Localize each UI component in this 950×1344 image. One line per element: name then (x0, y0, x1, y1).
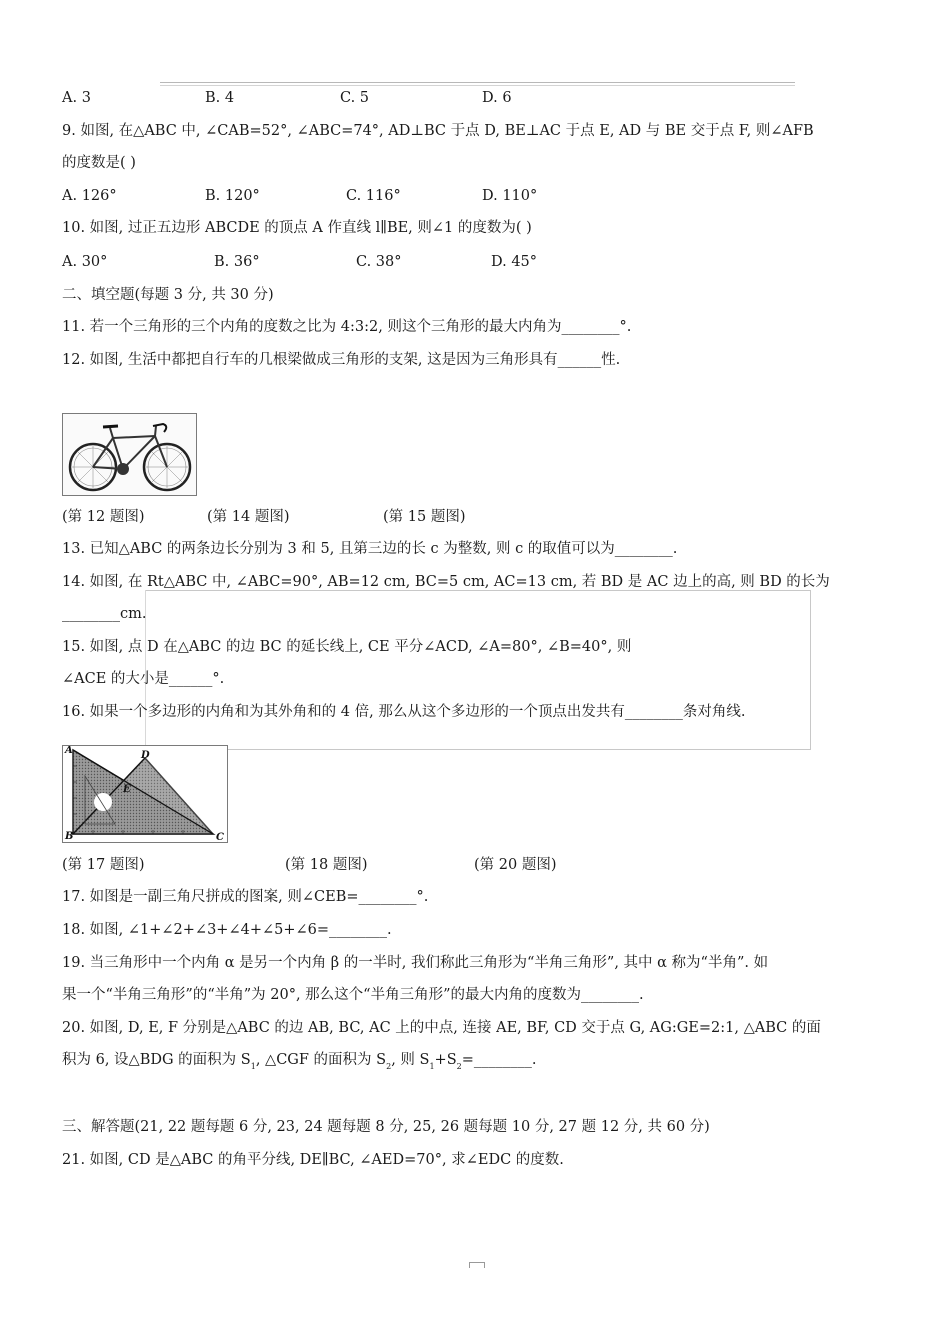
q9-option-b: B. 120° (205, 188, 260, 204)
q11: 11. 若一个三角形的三个内角的度数之比为 4:3:2, 则这个三角形的最大内角为________°. (62, 319, 632, 335)
caption-fig17: (第 17 题图) (62, 857, 145, 873)
q10-option-c: C. 38° (356, 254, 402, 270)
bicycle-drawing (63, 414, 196, 495)
q16: 16. 如果一个多边形的内角和为其外角和的 4 倍, 那么从这个多边形的一个顶点出发共有________条对角线. (62, 704, 746, 720)
fig17-label-b: B (65, 831, 74, 842)
q13: 13. 已知△ABC 的两条边长分别为 3 和 5, 且第三边的长 c 为整数, 则 c 的取值可以为________. (62, 541, 678, 557)
caption-fig20: (第 20 题图) (474, 857, 557, 873)
q8-option-b: B. 4 (205, 90, 235, 106)
q8-option-a: A. 3 (62, 90, 91, 106)
caption-fig14: (第 14 题图) (207, 509, 290, 525)
section2-heading: 二、填空题(每题 3 分, 共 30 分) (62, 287, 274, 303)
q10-option-a: A. 30° (62, 254, 108, 270)
fig17-label-e: E (123, 784, 131, 795)
q12: 12. 如图, 生活中都把自行车的几根梁做成三角形的支架, 这是因为三角形具有______性. (62, 352, 621, 368)
q18: 18. 如图, ∠1+∠2+∠3+∠4+∠5+∠6=________. (62, 922, 392, 938)
q9-option-c: C. 116° (346, 188, 401, 204)
fig17-label-c: C (216, 832, 224, 842)
q21: 21. 如图, CD 是△ABC 的角平分线, DE∥BC, ∠AED=70°, 求∠EDC 的度数. (62, 1152, 564, 1168)
q8-option-d: D. 6 (482, 90, 512, 106)
q10-line1: 10. 如图, 过正五边形 ABCDE 的顶点 A 作直线 l∥BE, 则∠1 的度数为( ) (62, 220, 532, 236)
set-square-drawing (63, 746, 227, 842)
q8-option-c: C. 5 (340, 90, 370, 106)
q9-option-a: A. 126° (62, 188, 117, 204)
q20-line2: 积为 6, 设△BDG 的面积为 $S_1$, △CGF 的面积为 $S_2$, 则 $S_1+S_2=\_\_\_\_\_\_\_\_$. (62, 1052, 537, 1071)
fig17-label-d: D (141, 750, 150, 761)
q20-line1: 20. 如图, D, E, F 分别是△ABC 的边 AB, BC, AC 上的中点, 连接 AE, BF, CD 交于点 G, AG:GE=2:1, △ABC 的面 (62, 1020, 821, 1036)
set-square-figure (62, 745, 228, 843)
q19-line1: 19. 当三角形中一个内角 α 是另一个内角 β 的一半时, 我们称此三角形为“半角三角形”, 其中 α 称为“半角”. 如 (62, 955, 769, 971)
fig17-label-a: A (65, 746, 73, 756)
faint-frame (145, 590, 811, 750)
q15-line1: 15. 如图, 点 D 在△ABC 的边 BC 的延长线上, CE 平分∠ACD, ∠A=80°, ∠B=40°, 则 (62, 639, 632, 655)
q19-line2: 果一个“半角三角形”的“半角”为 20°, 那么这个“半角三角形”的最大内角的度数为________. (62, 987, 644, 1003)
q9-option-d: D. 110° (482, 188, 538, 204)
header-rule-secondary (160, 85, 795, 86)
q10-option-d: D. 45° (491, 254, 538, 270)
q17: 17. 如图是一副三角尺拼成的图案, 则∠CEB=________°. (62, 889, 429, 905)
bicycle-figure (62, 413, 197, 496)
caption-fig18: (第 18 题图) (285, 857, 368, 873)
caption-fig15: (第 15 题图) (383, 509, 466, 525)
header-rule (160, 82, 795, 83)
q15-line2: ∠ACE 的大小是______°. (62, 671, 225, 687)
q9-line2: 的度数是( ) (62, 155, 136, 171)
section3-heading: 三、解答题(21, 22 题每题 6 分, 23, 24 题每题 8 分, 25, 26 题每题 10 分, 27 题 12 分, 共 60 分) (62, 1119, 710, 1135)
q14-line1: 14. 如图, 在 Rt△ABC 中, ∠ABC=90°, AB=12 cm, BC=5 cm, AC=13 cm, 若 BD 是 AC 边上的高, 则 BD 的长为 (62, 574, 830, 590)
caption-fig12: (第 12 题图) (62, 509, 145, 525)
page-mark (469, 1262, 485, 1268)
q10-option-b: B. 36° (214, 254, 260, 270)
q14-line2: ________cm. (62, 606, 147, 622)
q9-line1: 9. 如图, 在△ABC 中, ∠CAB=52°, ∠ABC=74°, AD⊥BC 于点 D, BE⊥AC 于点 E, AD 与 BE 交于点 F, 则∠AFB (62, 123, 814, 139)
